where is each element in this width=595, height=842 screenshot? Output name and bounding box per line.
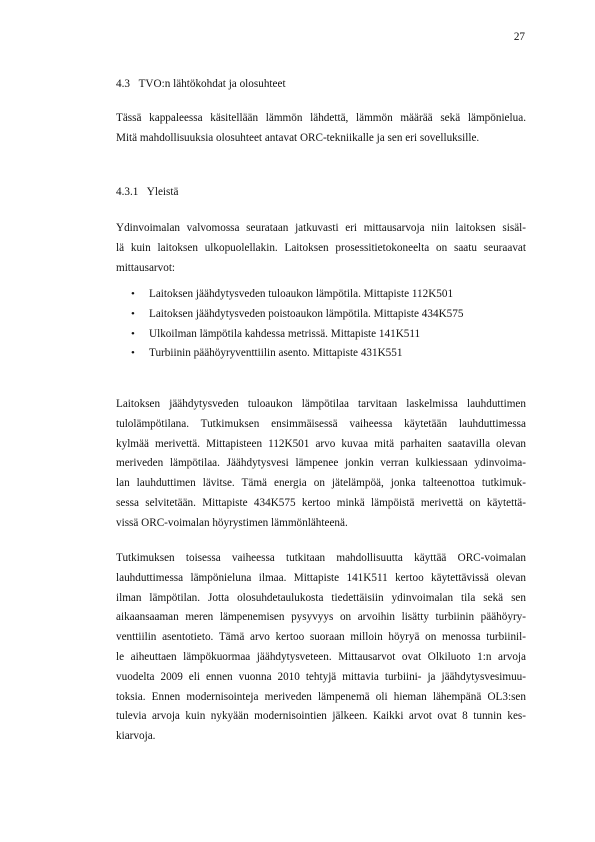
paragraph-line: lauhduttimessa lämpönieluna ilmaa. Mittapiste 141K511 kertoo käytettävissä olevan bbox=[116, 571, 526, 584]
paragraph-line: toksia. Ennen modernisointeja meriveden lämpenemä oli hieman lähempänä OL3:sen bbox=[116, 690, 526, 703]
paragraph-1 bbox=[116, 219, 526, 278]
subsection-title: Yleistä bbox=[146, 186, 179, 198]
paragraph-2 bbox=[116, 395, 526, 534]
paragraph-line: tulevia arvoja kuin nykyään modernisointien jälkeen. Kaikki arvot ovat 8 tunnin kes- bbox=[116, 710, 526, 723]
paragraph-line: meriveden lämpötilaa. Jäähdytysvesi lämpenee jonkin verran kulkiessaan ydinvoima- bbox=[116, 457, 526, 470]
paragraph-line: vuodelta 2009 eli ennen vuonna 2010 tehtyjä mittavia turbiini- ja jäähdytysvesimuu- bbox=[116, 670, 526, 683]
intro-paragraph bbox=[116, 109, 526, 149]
paragraph-line: le aiheuttaen lämpökuormaa jäähdytysveteen. Mittausarvot ovat Olkiluoto 1:n arvoja bbox=[116, 650, 526, 663]
list-item-text: Laitoksen jäähdytysveden tuloaukon lämpötila. Mittapiste 112K501 bbox=[149, 288, 454, 300]
paragraph-line: ilman lämpötilan. Jotta olosuhdetaulukosta tiedettäisiin ydinvoimalan tila sekä sen bbox=[116, 591, 526, 604]
bullet-icon: • bbox=[131, 288, 135, 300]
paragraph-line: Laitoksen jäähdytysveden tuloaukon lämpötilaa tarvitaan laskelmissa lauhduttimen bbox=[116, 398, 526, 410]
list-item-text: Ulkoilman lämpötila kahdessa metrissä. Mittapiste 141K511 bbox=[149, 327, 421, 340]
paragraph-line: vissä ORC-voimalan höyrystimen lämmönlähteenä. bbox=[116, 516, 348, 529]
paragraph-line: mittausarvot: bbox=[116, 261, 176, 274]
list-item-text: Turbiinin päähöyryventtiilin asento. Mittapiste 431K551 bbox=[149, 347, 403, 360]
paragraph-line: kiarvoja. bbox=[116, 730, 156, 743]
bullet-list bbox=[116, 285, 463, 364]
list-item bbox=[116, 285, 463, 305]
paragraph-line: Tutkimuksen toisessa vaiheessa tutkitaan mahdollisuutta käyttää ORC-voimalan bbox=[116, 552, 526, 564]
list-item bbox=[116, 344, 463, 364]
bullet-icon: • bbox=[131, 307, 135, 320]
paragraph-line: Tässä kappaleessa käsitellään lämmön lähdettä, lämmön määrää sekä lämpönielua. bbox=[116, 112, 526, 124]
bullet-icon: • bbox=[131, 347, 135, 360]
list-item-text: Laitoksen jäähdytysveden poistoaukon lämpötila. Mittapiste 434K575 bbox=[149, 307, 464, 320]
section-heading bbox=[116, 78, 286, 90]
bullet-icon: • bbox=[131, 327, 135, 340]
paragraph-line: kylmää merivettä. Mittapisteen 112K501 arvo kuvaa mitä parhaiten saatavilla olevan bbox=[116, 437, 526, 450]
paragraph-line: sessa selvitetään. Mittapiste 434K575 kertoo minkä lämpöistä merivettä on käytettä- bbox=[116, 496, 526, 509]
subsection-number: 4.3.1 bbox=[116, 186, 139, 198]
paragraph-line: venttiilin asentotieto. Tämä arvo kertoo suoraan milloin höyryä on menossa turbiinil- bbox=[116, 631, 526, 644]
paragraph-3 bbox=[116, 549, 526, 747]
paragraph-line: tulolämpötilana. Tutkimuksen ensimmäisessä vaiheessa käytetään lauhduttimessa bbox=[116, 417, 526, 430]
paragraph-line: lä kuin laitoksen ulkopuolellakin. Laitoksen prosessitietokoneelta on saatu seuraavat bbox=[116, 241, 526, 254]
section-number: 4.3 bbox=[116, 78, 130, 90]
list-item bbox=[116, 305, 463, 325]
paragraph-line: lan lauhduttimen lävitse. Tämä energia on jätelämpöä, jonka talteenottoa tutkimuk- bbox=[116, 477, 526, 490]
subsection-heading bbox=[116, 186, 178, 198]
section-title: TVO:n lähtökohdat ja olosuhteet bbox=[138, 78, 286, 90]
page-number: 27 bbox=[513, 31, 525, 43]
paragraph-line: Ydinvoimalan valvomossa seurataan jatkuvasti eri mittausarvoja niin laitoksen sisäl- bbox=[116, 222, 526, 234]
list-item bbox=[116, 325, 463, 345]
paragraph-line: Mitä mahdollisuuksia olosuhteet antavat ORC-tekniikalle ja sen eri sovelluksille. bbox=[116, 131, 480, 144]
paragraph-line: aikaansaaman meren lämpenemisen pysyvyys on arvoihin lisätty turbiinin päähöyry- bbox=[116, 611, 526, 624]
